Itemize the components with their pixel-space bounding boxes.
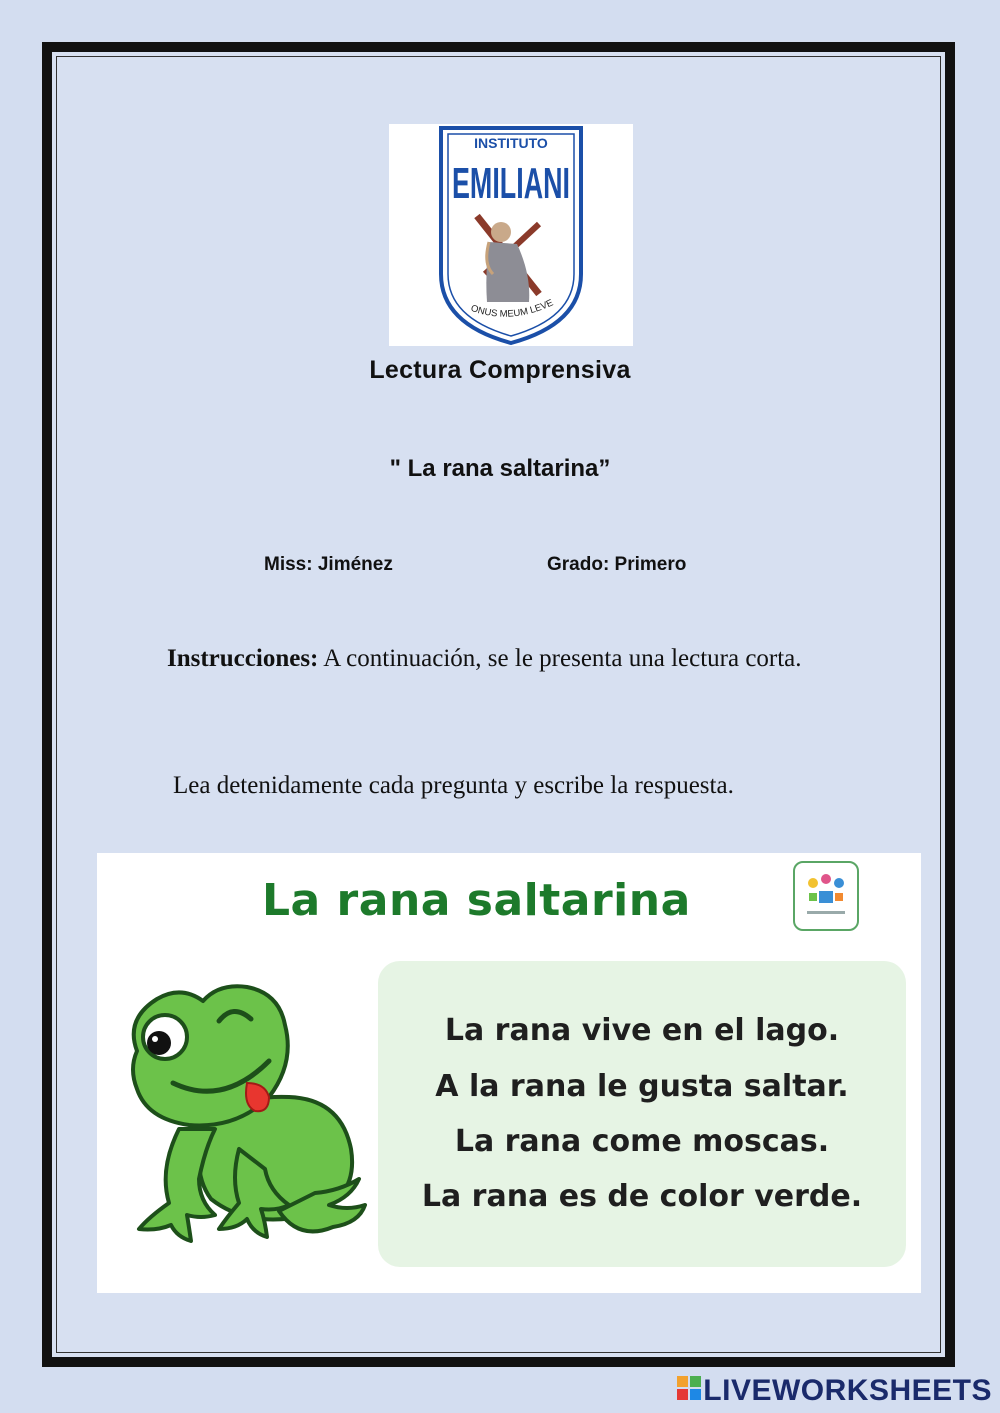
shield-crest-icon	[389, 124, 633, 346]
liveworksheets-logo-icon	[677, 1374, 701, 1408]
frog-icon	[119, 979, 369, 1249]
liveworksheets-watermark	[677, 1374, 992, 1408]
frog-illustration	[119, 979, 369, 1254]
instructions-text: A continuación, se le presenta una lectura corta.	[318, 645, 802, 672]
reading-card	[97, 853, 921, 1293]
reading-line: La rana come moscas.	[454, 1124, 830, 1159]
document-title: Lectura Comprensiva	[369, 356, 631, 384]
reading-text-panel	[378, 961, 906, 1267]
story-title: " La rana saltarina”	[389, 455, 611, 482]
instructions-paragraph	[143, 636, 823, 682]
reading-line: La rana vive en el lago.	[444, 1013, 840, 1048]
teacher-name: Miss: Jiménez	[264, 554, 393, 575]
publisher-badge-icon	[793, 861, 859, 931]
instructions-label: Instrucciones:	[167, 645, 319, 672]
watermark-text: LIVEWORKSHEETS	[703, 1374, 992, 1407]
grade-level: Grado: Primero	[547, 554, 687, 575]
reading-line: A la rana le gusta saltar.	[435, 1069, 849, 1104]
instructions-line2: Lea detenidamente cada pregunta y escribe la respuesta.	[173, 772, 734, 799]
logo-line1: INSTITUTO	[474, 135, 548, 151]
reading-line: La rana es de color verde.	[421, 1179, 863, 1214]
reading-title: La rana saltarina	[262, 875, 691, 926]
logo-line2: EMILIANI	[452, 159, 570, 208]
logo-motto: ONUS MEUM LEVE	[469, 297, 556, 320]
school-logo	[389, 124, 633, 346]
